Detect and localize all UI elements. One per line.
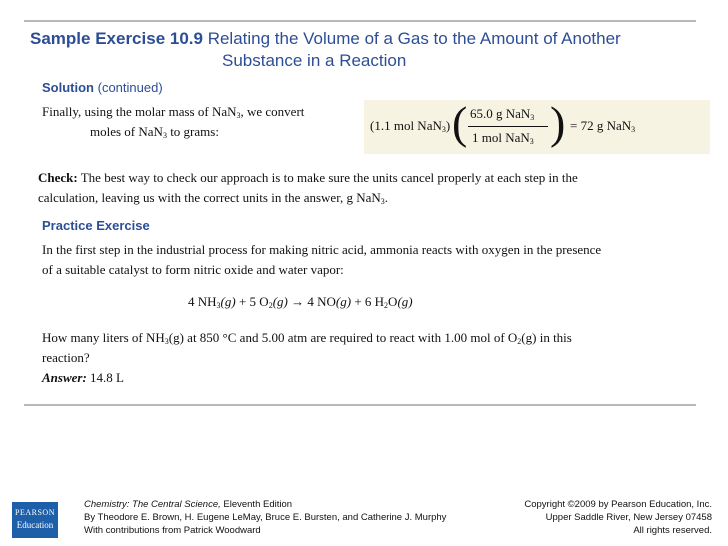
solution-line2: moles of NaN$_3$ to grams:: [90, 124, 219, 140]
close-paren: ): [550, 97, 566, 148]
solution-line1: Finally, using the molar mass of NaN$_3$, we convert: [42, 104, 305, 120]
practice-line1: In the first step in the industrial process for making nitric acid, ammonia reacts with oxygen in the presence: [42, 242, 602, 257]
contrib-line: With contributions from Patrick Woodward: [84, 525, 261, 536]
pearson-logo: PEARSON Education: [12, 502, 58, 538]
question-line1: How many liters of $NH_3(g)$ at 850 °C and 5.00 atm are required to react with 1.00 mol of $O_2(g)$ in this: [42, 330, 572, 346]
footer-credits: [84, 498, 446, 537]
practice-heading: Practice Exercise: [42, 218, 150, 233]
fraction-numerator: 65.0 g NaN$_3$: [470, 106, 535, 122]
check-line1: Check: The best way to check our approach is to make sure the units cancel properly at each step in the: [38, 170, 578, 185]
fraction-denominator: 1 mol NaN$_3$: [472, 130, 534, 146]
question-line2: reaction?: [42, 350, 90, 365]
top-rule: [24, 20, 696, 22]
title-line1: Relating the Volume of a Gas to the Amount of Another: [207, 29, 621, 48]
solution-continued: (continued): [97, 80, 163, 95]
check-text: [38, 168, 578, 208]
practice-text: [42, 240, 601, 280]
equation-lhs: (1.1 mol NaN$_3$): [370, 118, 451, 134]
equation-box: [364, 97, 710, 154]
title-line2: Substance in a Reaction: [222, 51, 407, 70]
answer-line: [42, 368, 572, 388]
answer-label: Answer:: [42, 370, 87, 385]
fraction-bar: [468, 126, 548, 127]
open-paren: (: [452, 97, 468, 148]
title-label: Sample Exercise 10.9: [30, 29, 203, 48]
answer-value: 14.8 L: [90, 370, 124, 385]
check-label: Check:: [38, 170, 78, 185]
page-title: [30, 28, 710, 72]
practice-line2: of a suitable catalyst to form nitric oxide and water vapor:: [42, 262, 344, 277]
book-title: Chemistry: The Central Science,: [84, 499, 221, 510]
check-line2: calculation, leaving us with the correct units in the answer, g NaN$_3$.: [38, 190, 389, 206]
footer-copyright: Copyright ©2009 by Pearson Education, Inc. Upper Saddle River, New Jersey 07458 All rights reserved.: [524, 499, 712, 536]
bottom-rule: [24, 404, 696, 406]
reaction-equation: 4 $NH_3(g) + 5$ $O_2(g) \to 4$ NO(g) + 6 $H_2O(g)$: [188, 294, 413, 310]
solution-heading: Solution (continued): [42, 80, 163, 95]
practice-question: [42, 328, 572, 388]
solution-text: [42, 102, 304, 142]
equation-rhs: = 72 g NaN$_3$: [570, 118, 636, 134]
book-line: Chemistry: The Central Science, Eleventh Edition: [84, 499, 293, 510]
authors-line: By Theodore E. Brown, H. Eugene LeMay, Bruce E. Bursten, and Catherine J. Murphy: [84, 512, 447, 523]
